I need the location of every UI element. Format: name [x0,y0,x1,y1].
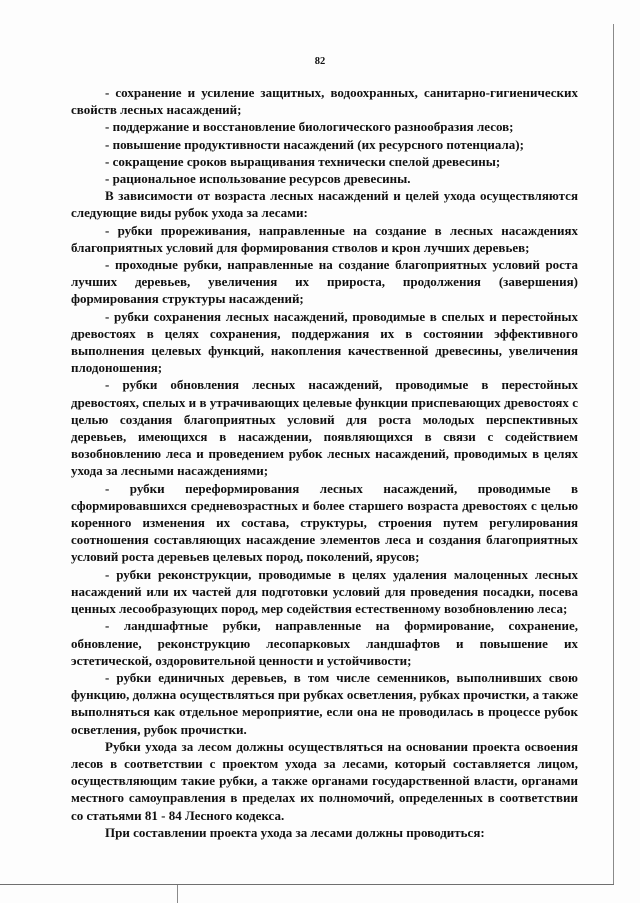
paragraph-goal-productivity: - повышение продуктивности насаждений (их ресурсного потенциала); [105,136,524,152]
paragraph-passing-cuttings: - проходные рубки, направленные на создание благоприятных условий роста лучших деревьев, увеличения их прироста, продолжения (завершения) формирования структуры насаждений; [71,257,578,307]
scan-right-edge-line [613,24,614,884]
paragraph-renewal-cuttings: - рубки обновления лесных насаждений, проводимые в перестойных древостоях, спелых и в утрачивающих целевые функции приспевающих древостоях с целью создания благоприятных условий для роста молодых перспективных деревьев, имеющихся в насаждении, появляющихся в связи с содействием возобновлению леса и проведением рубок лесных насаждений, проводимых в целях ухода за лесными насаждениями; [71,377,578,479]
paragraph-project-requirements: При составлении проекта ухода за лесами должны проводиться: [105,824,485,840]
paragraph-goal-growing-time: - сокращение сроков выращивания технически спелой древесины; [105,153,501,169]
paragraph-single-tree-cuttings: - рубки единичных деревьев, в том числе семенников, выполнивших свою функцию, должна осуществляться при рубках осветления, рубках прочистки, а также выполняться как отдельное мероприятие, если она не проводилась в процессе рубок осветления, рубок прочистки. [71,669,578,737]
paragraph-legal-basis: Рубки ухода за лесом должны осуществляться на основании проекта освоения лесов в соответствии с проектом ухода за лесами, который составляется лицом, осуществляющим такие рубки, а также органами государственной власти, органами местного самоуправления в пределах их полномочий, определенных в соответствии со статьями 81 - 84 Лесного кодекса. [71,738,578,823]
paragraph-cleaning-cuttings: - рубки прореживания, направленные на создание в лесных насаждениях благоприятных условий для формирования стволов и крон лучших деревьев; [71,222,578,255]
paragraph-goal-rational-use: - рациональное использование ресурсов древесины. [105,171,411,187]
paragraph-landscape-cuttings: - ландшафтные рубки, направленные на формирование, сохранение, обновление, реконструкцию лесопарковых ландшафтов и повышение их эстетической, оздоровительной ценности и устойчивости; [71,618,578,668]
paragraph-goal-protective-functions: - сохранение и усиление защитных, водоохранных, санитарно-гигиенических свойств лесных насаждений; [71,85,578,118]
page-number: 82 [314,56,326,67]
paragraph-thinning-types-intro: В зависимости от возраста лесных насаждений и целей ухода осуществляются следующие виды рубок ухода за лесами: [71,188,578,221]
scan-bottom-tick-mark [177,885,178,903]
paragraph-goal-biodiversity: - поддержание и восстановление биологического разнообразия лесов; [105,119,514,135]
paragraph-reconstruction-cuttings: - рубки реконструкции, проводимые в целях удаления малоценных лесных насаждений или их частей для подготовки условий для проведения посадки, посева ценных лесообразующих пород, мер содействия естественному возобновлению леса; [71,566,578,617]
document-body [71,84,578,841]
paragraph-preservation-cuttings: - рубки сохранения лесных насаждений, проводимые в спелых и перестойных древостоях в целях сохранения, поддержания их в состоянии эффективного выполнения целевых функций, накопления качественной древесины, увеличения плодоношения; [71,308,578,376]
paragraph-reformation-cuttings: - рубки переформирования лесных насаждений, проводимые в сформировавшихся средневозрастных и более старшего возраста древостоях с целью коренного изменения их состава, структуры, строения путем регулирования соотношения составляющих насаждение элементов леса и создания благоприятных условий роста деревьев целевых пород, поколений, ярусов; [71,480,578,565]
scan-bottom-edge-line [0,884,614,885]
